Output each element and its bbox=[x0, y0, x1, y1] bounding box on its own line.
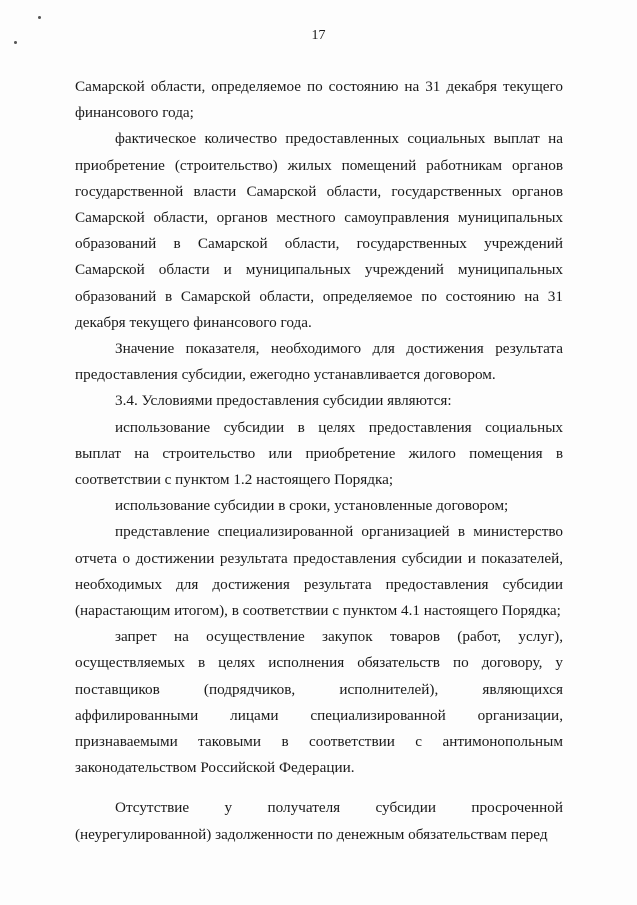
paragraph: использование субсидии в сроки, установленные договором; bbox=[115, 497, 509, 515]
paragraph: Самарской области, определяемое по состоянию на 31 декабря текущего финансового года; bbox=[75, 78, 563, 122]
document-body bbox=[75, 74, 563, 848]
paragraph: использование субсидии в целях предоставления социальных выплат на строительство или приобретение жилого помещения в соответствии с пунктом 1.2 настоящего Порядка; bbox=[75, 418, 563, 489]
scan-speck bbox=[38, 16, 41, 19]
paragraph: представление специализированной организацией в министерство отчета о достижении результата предоставления субсидии и показателей, необходимых для достижения результата предоставления субсидии (нарастающим итогом), в соответствии с пунктом 4.1 настоящего Порядка; bbox=[75, 523, 563, 620]
paragraph: фактическое количество предоставленных социальных выплат на приобретение (строительство) жилых помещений работникам органов государственной власти Самарской области, государственных органов Самарской области, органов местного самоуправления муниципальных образований в Самарской области, государственных учреждений Самарской области и муниципальных учреждений муниципальных образований в Самарской области, определяемое по состоянию на 31 декабря текущего финансового года. bbox=[75, 130, 563, 331]
page-number: 17 bbox=[311, 28, 326, 43]
paragraph: 3.4. Условиями предоставления субсидии являются: bbox=[115, 392, 452, 410]
paragraph: Значение показателя, необходимого для достижения результата предоставления субсидии, ежегодно устанавливается договором. bbox=[75, 340, 563, 384]
paragraph: запрет на осуществление закупок товаров (работ, услуг), осуществляемых в целях исполнения обязательств по договору, у поставщиков (подрядчиков, исполнителей), являющихся аффилированными лицами специализированной организации, признаваемыми таковыми в соответствии с антимонопольным законодательством Российской Федерации. bbox=[75, 628, 563, 777]
paragraph: Отсутствие у получателя субсидии просроченной (неурегулированной) задолженности по денежным обязательствам перед bbox=[75, 799, 563, 843]
